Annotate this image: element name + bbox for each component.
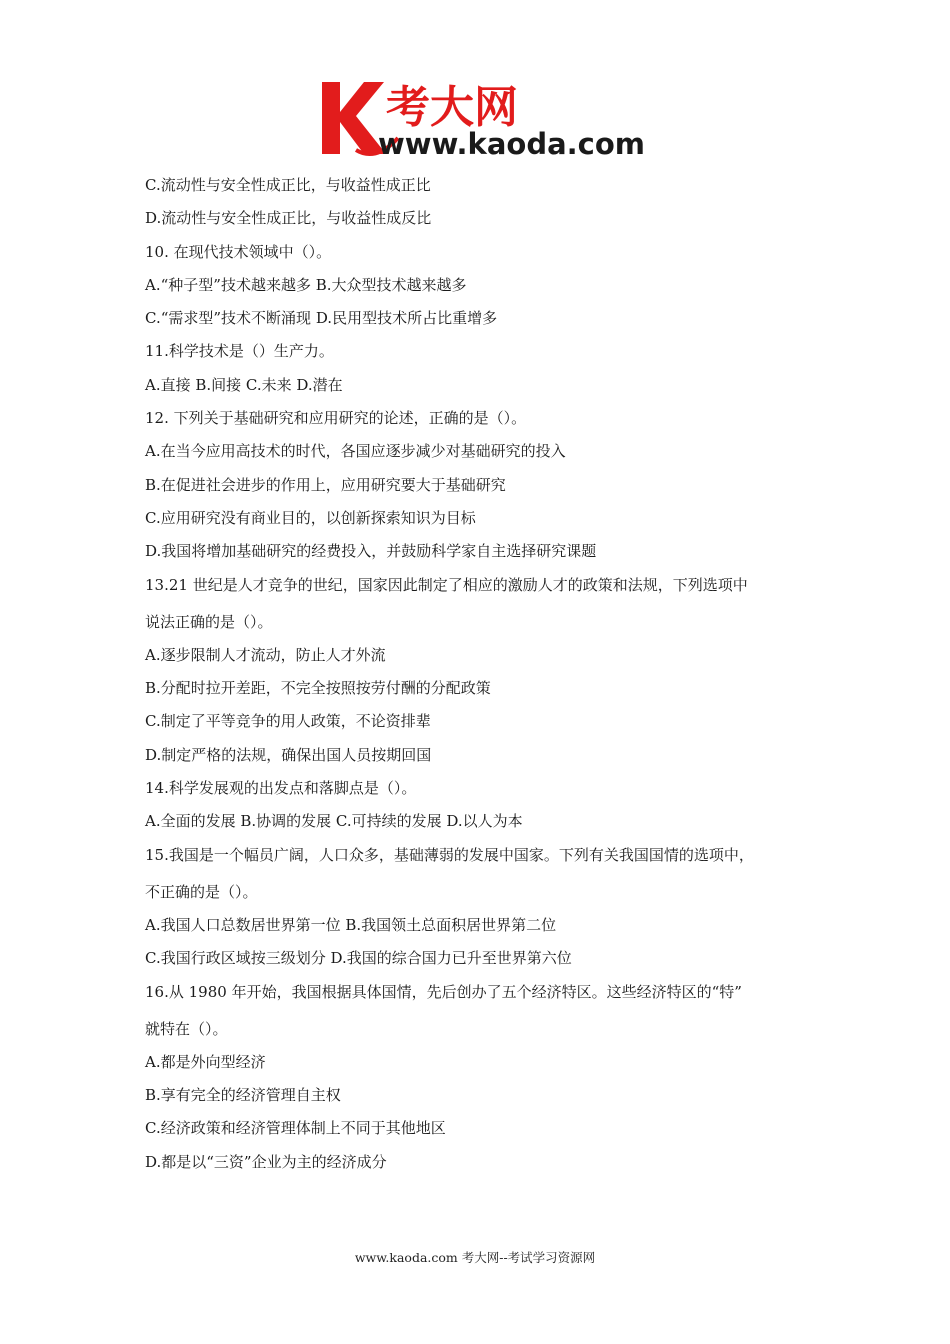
text-line: B.享有完全的经济管理自主权 bbox=[145, 1086, 341, 1105]
text-line: B.分配时拉开差距，不完全按照按劳付酬的分配政策 bbox=[145, 679, 491, 698]
text-line: A.都是外向型经济 bbox=[145, 1052, 266, 1071]
text-line: C.我国行政区域按三级划分 D.我国的综合国力已升至世界第六位 bbox=[145, 949, 572, 968]
text-line: A.直接 B.间接 C.未来 D.潜在 bbox=[145, 375, 343, 394]
text-line: 说法正确的是（）。 bbox=[145, 612, 273, 631]
text-line: D.我国将增加基础研究的经费投入，并鼓励科学家自主选择研究课题 bbox=[145, 542, 597, 561]
text-line: 16.从 1980 年开始，我国根据具体国情，先后创办了五个经济特区。这些经济特区的“特” bbox=[145, 982, 742, 1001]
text-line: C.经济政策和经济管理体制上不同于其他地区 bbox=[145, 1119, 446, 1138]
text-line: B.在促进社会进步的作用上，应用研究要大于基础研究 bbox=[145, 475, 506, 494]
page-footer: www.kaoda.com 考大网--考试学习资源网 bbox=[354, 1250, 596, 1265]
text-line: 不正确的是（）。 bbox=[145, 882, 258, 901]
question-text bbox=[145, 173, 825, 1183]
text-line: D.流动性与安全性成正比，与收益性成反比 bbox=[145, 209, 432, 228]
logo-brand-cn: 考大网 bbox=[386, 82, 518, 133]
text-line: D.都是以“三资”企业为主的经济成分 bbox=[145, 1152, 387, 1171]
text-line: 就特在（）。 bbox=[145, 1019, 228, 1038]
text-line: A.我国人口总数居世界第一位 B.我国领土总面积居世界第二位 bbox=[145, 915, 557, 934]
text-line: 15.我国是一个幅员广阔，人口众多，基础薄弱的发展中国家。下列有关我国国情的选项中， bbox=[145, 845, 754, 864]
text-line: 13.21 世纪是人才竞争的世纪，国家因此制定了相应的激励人才的政策和法规，下列选项中 bbox=[145, 575, 748, 594]
kaoda-logo-icon bbox=[316, 78, 646, 162]
text-line: D.制定严格的法规，确保出国人员按期回国 bbox=[145, 745, 432, 764]
logo-url: www.kaoda.com bbox=[378, 127, 645, 161]
text-line: 11.科学技术是（）生产力。 bbox=[145, 342, 334, 361]
text-line: 12. 下列关于基础研究和应用研究的论述，正确的是（）。 bbox=[145, 409, 527, 428]
text-line: A.全面的发展 B.协调的发展 C.可持续的发展 D.以人为本 bbox=[145, 812, 523, 831]
text-line: A.在当今应用高技术的时代，各国应逐步减少对基础研究的投入 bbox=[145, 442, 566, 461]
text-line: C.“需求型”技术不断涌现 D.民用型技术所占比重增多 bbox=[145, 309, 498, 328]
text-line: C.流动性与安全性成正比，与收益性成正比 bbox=[145, 176, 431, 194]
text-line: A.“种子型”技术越来越多 B.大众型技术越来越多 bbox=[145, 275, 467, 294]
text-line: C.应用研究没有商业目的，以创新探索知识为目标 bbox=[145, 508, 476, 527]
text-line: C.制定了平等竞争的用人政策，不论资排辈 bbox=[145, 712, 431, 731]
text-line: 14.科学发展观的出发点和落脚点是（）。 bbox=[145, 779, 417, 798]
kaoda-logo bbox=[316, 78, 646, 162]
text-line: 10. 在现代技术领域中（）。 bbox=[145, 242, 332, 261]
text-line: A.逐步限制人才流动，防止人才外流 bbox=[145, 645, 386, 664]
